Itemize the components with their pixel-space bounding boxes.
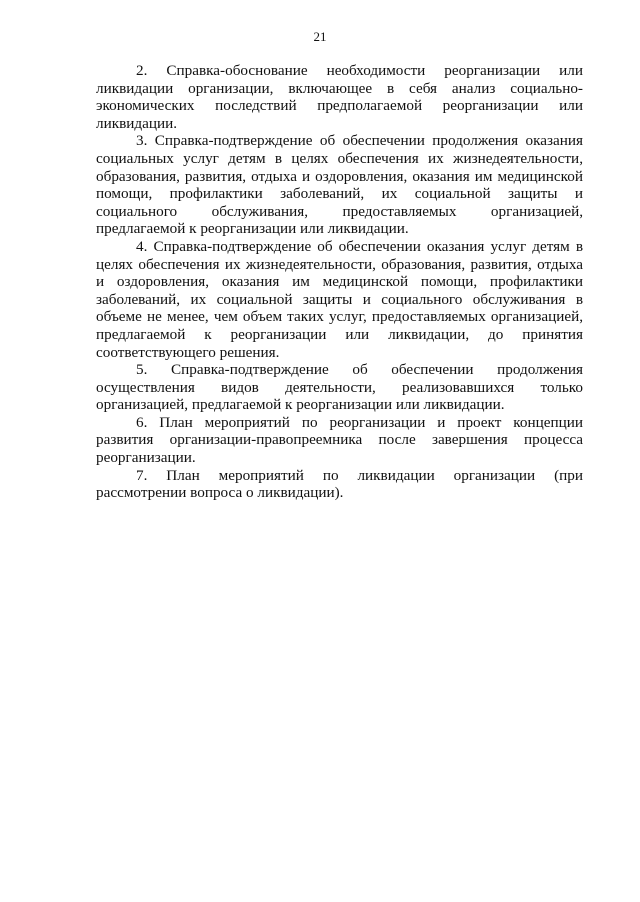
document-body — [96, 62, 583, 502]
paragraph-item-7: 7. План мероприятий по ликвидации организации (при рассмотрении вопроса о ликвидации). — [96, 466, 583, 502]
paragraph-item-5: 5. Справка-подтверждение об обеспечении продолжения осуществления видов деятельности, реализовавшихся только организацией, предлагаемой к реорганизации или ликвидации. — [96, 361, 583, 414]
paragraph-item-6: 6. План мероприятий по реорганизации и проект концепции развития организации-правопреемника после завершения процесса реорганизации. — [96, 413, 583, 467]
paragraph-item-3: 3. Справка-подтверждение об обеспечении продолжения оказания социальных услуг детям в целях обеспечения их жизнедеятельности, образования, развития, отдыха и оздоровления, оказания им медицинской помощи, профилактики заболеваний, их социальной защиты и социального обслуживания, предоставляемых организацией, предлагаемой к реорганизации или ликвидации. — [96, 132, 583, 238]
page-number: 21 — [313, 29, 327, 44]
paragraph-item-2: 2. Справка-обоснование необходимости реорганизации или ликвидации организации, включающее в себя анализ социально-экономических последствий предполагаемой реорганизации или ликвидации. — [96, 62, 583, 132]
paragraph-item-4: 4. Справка-подтверждение об обеспечении оказания услуг детям в целях обеспечения их жизнедеятельности, образования, развития, отдыха и оздоровления, оказания им медицинской помощи, профилактики заболеваний, их социальной защиты и социального обслуживания в объеме не менее, чем объем таких услуг, предоставляемых организацией, предлагаемой к реорганизации или ликвидации, до принятия соответствующего решения. — [96, 237, 583, 361]
